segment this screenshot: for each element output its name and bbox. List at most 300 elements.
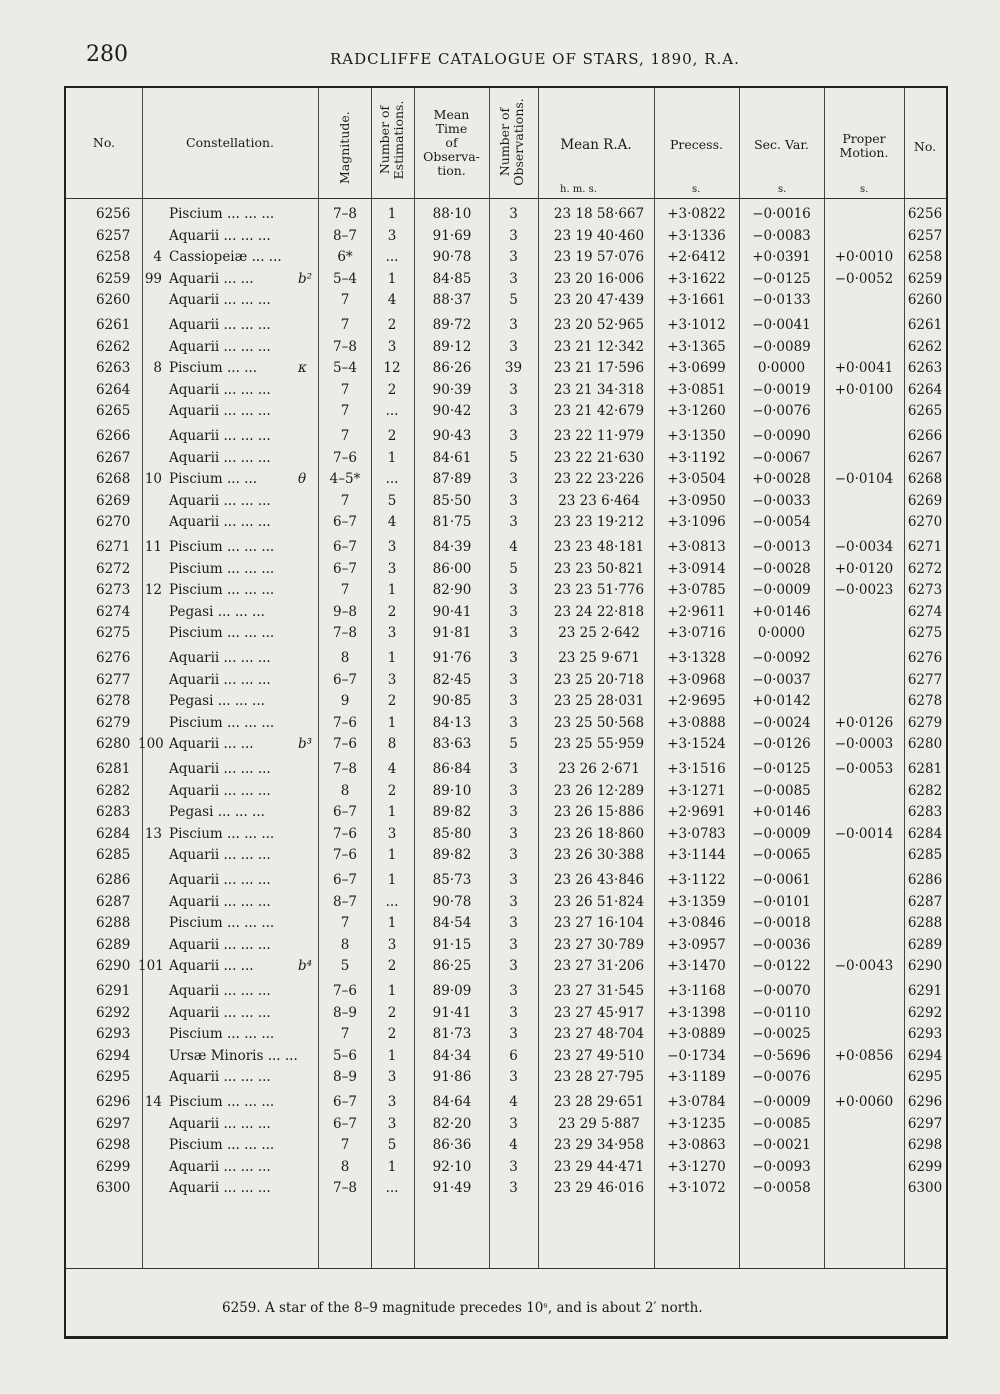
page-number: 280 [86, 42, 128, 67]
mean-time: 90·85 [432, 693, 472, 710]
mean-time: 91·49 [432, 1180, 472, 1197]
observations: 3 [509, 804, 518, 821]
secular-variation: −0·0125 [752, 761, 811, 777]
estimations: 1 [387, 983, 397, 999]
table-row [66, 783, 946, 804]
magnitude: 5–4 [333, 270, 357, 287]
secular-variation: +0·0142 [752, 693, 811, 710]
table-row [66, 403, 946, 424]
star-number-right: 6263 [907, 360, 943, 377]
star-number-right: 6275 [907, 625, 943, 642]
star-number-right: 6290 [907, 958, 943, 975]
star-number: 6288 [96, 915, 131, 932]
header-observations-line2: Observations. [511, 98, 526, 186]
secular-variation: −0·0021 [752, 1137, 811, 1154]
proper-motion: +0·0856 [834, 1047, 894, 1064]
secular-variation: −0·0054 [752, 514, 811, 531]
secular-variation: −0·0025 [752, 1026, 811, 1043]
estimations: 2 [387, 1026, 397, 1043]
star-number: 6291 [96, 983, 131, 999]
table-row [66, 715, 946, 736]
secular-variation: −0·0133 [752, 292, 811, 309]
magnitude: 8 [340, 782, 350, 799]
constellation: Piscium ... ... [169, 471, 258, 488]
constellation: Aquarii ... ... ... [169, 983, 271, 999]
secular-variation: −0·5696 [752, 1047, 811, 1064]
constellation: Aquarii ... ... ... [169, 1158, 271, 1175]
mean-ra: 23 26 30·388 [553, 847, 645, 864]
constellation: Aquarii ... ... ... [169, 1069, 271, 1086]
star-number-right: 6268 [907, 471, 943, 488]
table-row [66, 736, 946, 757]
magnitude: 5–6 [333, 1047, 357, 1064]
magnitude: 7 [340, 428, 350, 444]
star-number: 6280 [96, 736, 131, 753]
magnitude: 9 [340, 693, 350, 710]
precession: −0·1734 [667, 1047, 726, 1064]
header-mean-time [414, 108, 489, 218]
magnitude: 7–6 [333, 449, 357, 466]
observations: 3 [509, 1158, 518, 1175]
table-row [66, 1048, 946, 1069]
star-number: 6286 [96, 872, 131, 888]
observations: 5 [509, 449, 518, 466]
estimations: 1 [387, 270, 397, 287]
magnitude: 6–7 [333, 872, 357, 888]
mean-ra: 23 29 44·471 [553, 1158, 645, 1175]
flamsteed-number: 10 [144, 471, 162, 488]
precession: +3·0784 [667, 1094, 726, 1110]
mean-ra: 23 26 15·886 [553, 804, 645, 821]
mean-time: 89·82 [432, 847, 472, 864]
table-row [66, 937, 946, 958]
secular-variation: −0·0009 [752, 1094, 811, 1110]
table-row [66, 958, 946, 979]
flamsteed-number: 100 [138, 736, 164, 753]
constellation: Aquarii ... ... ... [169, 514, 271, 531]
observations: 3 [509, 603, 518, 620]
estimations: 1 [387, 804, 397, 821]
star-number-right: 6258 [907, 249, 943, 266]
estimations: 3 [387, 825, 397, 842]
flamsteed-number: 101 [138, 958, 164, 975]
precession: +2·9691 [667, 804, 726, 821]
constellation: Aquarii ... ... ... [169, 403, 271, 420]
mean-time: 89·12 [432, 338, 472, 355]
estimations: 12 [383, 360, 401, 377]
star-number: 6287 [96, 893, 131, 910]
mean-ra: 23 21 12·342 [553, 338, 645, 355]
mean-time: 84·54 [432, 915, 472, 932]
estimations: 1 [387, 847, 397, 864]
secular-variation: −0·0070 [752, 983, 811, 999]
table-row [66, 514, 946, 535]
constellation: Piscium ... ... ... [169, 206, 275, 222]
mean-ra: 23 26 12·289 [553, 782, 645, 799]
secular-variation: −0·0122 [752, 958, 811, 975]
mean-time: 82·90 [432, 582, 472, 599]
mean-ra: 23 25 50·568 [553, 714, 645, 731]
estimations: 1 [387, 1158, 397, 1175]
star-number-right: 6256 [907, 206, 943, 222]
secular-variation: −0·0013 [752, 539, 811, 555]
estimations: 2 [387, 428, 397, 444]
star-number-right: 6299 [907, 1158, 943, 1175]
bayer-letter: b⁴ [298, 958, 313, 975]
mean-ra: 23 23 48·181 [553, 539, 645, 555]
observations: 3 [509, 650, 518, 666]
constellation: Aquarii ... ... ... [169, 761, 271, 777]
star-number-right: 6284 [907, 825, 943, 842]
table-row [66, 539, 946, 560]
precession: +3·1072 [667, 1180, 726, 1197]
table-row [66, 428, 946, 449]
estimations: 4 [387, 514, 397, 531]
magnitude: 7 [340, 292, 350, 309]
precession: +2·6412 [667, 249, 726, 266]
mean-ra: 23 20 52·965 [553, 317, 645, 333]
constellation: Piscium ... ... [169, 360, 258, 377]
star-number-right: 6300 [907, 1180, 943, 1197]
mean-ra: 23 19 40·460 [553, 227, 645, 244]
secular-variation: −0·0036 [752, 936, 811, 953]
mean-time: 89·72 [432, 317, 472, 333]
mean-time: 83·63 [432, 736, 472, 753]
magnitude: 7–8 [333, 625, 357, 642]
mean-time: 91·41 [432, 1004, 472, 1021]
secular-variation: −0·0016 [752, 206, 811, 222]
table-row [66, 1137, 946, 1158]
secular-variation: −0·0085 [752, 1115, 811, 1132]
precession: +3·0783 [667, 825, 726, 842]
mean-ra: 23 24 22·818 [553, 603, 645, 620]
header-observations [498, 92, 526, 192]
star-number: 6256 [96, 206, 131, 222]
mean-ra: 23 26 18·860 [553, 825, 645, 842]
header-constellation: Constellation. [186, 135, 274, 150]
star-number: 6293 [96, 1026, 131, 1043]
precession: +3·1260 [667, 403, 726, 420]
mean-time: 86·00 [432, 560, 472, 577]
precession: +3·1516 [667, 761, 726, 777]
magnitude: 7 [340, 1137, 350, 1154]
star-number: 6296 [96, 1094, 131, 1110]
star-number: 6295 [96, 1069, 131, 1086]
observations: 6 [509, 1047, 518, 1064]
magnitude: 6* [337, 249, 353, 266]
precession: +3·0957 [667, 936, 726, 953]
star-number: 6297 [96, 1115, 131, 1132]
star-number: 6281 [96, 761, 131, 777]
observations: 3 [509, 514, 518, 531]
magnitude: 5–4 [333, 360, 357, 377]
estimations: 2 [387, 958, 397, 975]
star-number: 6259 [96, 270, 131, 287]
star-number: 6270 [96, 514, 131, 531]
secular-variation: −0·0085 [752, 782, 811, 799]
estimations: 1 [387, 714, 397, 731]
estimations: 1 [387, 206, 397, 222]
estimations: 1 [387, 582, 397, 599]
mean-time: 91·15 [432, 936, 472, 953]
constellation: Pegasi ... ... ... [169, 693, 265, 710]
mean-ra: 23 18 58·667 [553, 206, 645, 222]
star-number-right: 6259 [907, 270, 943, 287]
secular-variation: −0·0101 [752, 893, 811, 910]
flamsteed-number: 99 [144, 270, 162, 287]
table-row [66, 228, 946, 249]
header-proper-motion-l1: Proper [842, 131, 886, 146]
mean-ra: 23 26 2·671 [558, 761, 640, 777]
star-number: 6277 [96, 671, 131, 688]
constellation: Ursæ Minoris ... ... [169, 1047, 298, 1064]
observations: 3 [509, 825, 518, 842]
secular-variation: −0·0065 [752, 847, 811, 864]
precession: +3·1168 [667, 983, 726, 999]
star-number: 6258 [96, 249, 131, 266]
mean-time: 92·10 [432, 1158, 472, 1175]
mean-time: 84·13 [432, 714, 472, 731]
mean-ra: 23 21 17·596 [553, 360, 645, 377]
estimations: 3 [387, 338, 397, 355]
mean-time: 87·89 [432, 471, 472, 488]
precession: +3·1189 [667, 1069, 726, 1086]
mean-time: 86·26 [432, 360, 472, 377]
observations: 3 [509, 671, 518, 688]
precession: +3·1622 [667, 270, 726, 287]
proper-motion: −0·0052 [834, 270, 894, 287]
constellation: Piscium ... ... ... [169, 560, 275, 577]
observations: 3 [509, 381, 518, 398]
observations: 3 [509, 206, 518, 222]
observations: 5 [509, 736, 518, 753]
proper-motion: +0·0100 [834, 381, 894, 398]
observations: 3 [509, 958, 518, 975]
observations: 3 [509, 270, 518, 287]
secular-variation: −0·0009 [752, 582, 811, 599]
magnitude: 8–9 [333, 1069, 357, 1086]
table-row [66, 625, 946, 646]
table-row [66, 872, 946, 893]
table-row [66, 983, 946, 1004]
magnitude: 6–7 [333, 671, 357, 688]
table-row [66, 1069, 946, 1090]
magnitude: 6–7 [333, 1115, 357, 1132]
mean-ra: 23 20 47·439 [553, 292, 645, 309]
star-number-right: 6289 [907, 936, 943, 953]
star-number: 6269 [96, 492, 131, 509]
magnitude: 7–6 [333, 847, 357, 864]
precession: +3·1336 [667, 227, 726, 244]
star-number: 6290 [96, 958, 131, 975]
mean-ra: 23 22 11·979 [553, 428, 645, 444]
secular-variation: −0·0093 [752, 1158, 811, 1175]
star-number-right: 6291 [907, 983, 943, 999]
mean-ra: 23 22 23·226 [553, 471, 645, 488]
table-row [66, 761, 946, 782]
star-number-right: 6297 [907, 1115, 943, 1132]
flamsteed-number: 12 [144, 582, 162, 599]
secular-variation: +0·0028 [752, 471, 811, 488]
secular-variation: −0·0083 [752, 227, 811, 244]
mean-time: 89·09 [432, 983, 472, 999]
constellation: Piscium ... ... ... [169, 1026, 275, 1043]
star-number: 6273 [96, 582, 131, 599]
mean-time: 88·37 [432, 292, 472, 309]
estimations: 3 [387, 560, 397, 577]
header-mean-time-l4: Observa- [423, 149, 480, 164]
unit-precess: s. [692, 184, 701, 195]
observations: 3 [509, 1180, 518, 1197]
observations: 3 [509, 847, 518, 864]
mean-ra: 23 27 49·510 [553, 1047, 645, 1064]
bayer-letter: κ [298, 360, 307, 377]
precession: +3·1271 [667, 782, 726, 799]
observations: 3 [509, 338, 518, 355]
secular-variation: 0·0000 [757, 625, 806, 642]
mean-time: 91·81 [432, 625, 472, 642]
precession: +3·1328 [667, 650, 726, 666]
estimations: 3 [387, 227, 397, 244]
unit-ra: h. m. s. [560, 184, 597, 195]
secular-variation: +0·0391 [752, 249, 811, 266]
table-row [66, 206, 946, 227]
constellation: Aquarii ... ... ... [169, 449, 271, 466]
magnitude: 5 [340, 958, 350, 975]
observations: 3 [509, 983, 518, 999]
observations: 3 [509, 227, 518, 244]
star-number-right: 6276 [907, 650, 943, 666]
proper-motion: −0·0003 [834, 736, 894, 753]
header-estimations-line2: Estimations. [391, 100, 406, 180]
table-row [66, 360, 946, 381]
star-number: 6300 [96, 1180, 131, 1197]
mean-ra: 23 23 50·821 [553, 560, 645, 577]
estimations: 4 [387, 292, 397, 309]
observations: 3 [509, 915, 518, 932]
star-number-right: 6264 [907, 381, 943, 398]
precession: +3·1096 [667, 514, 726, 531]
star-number: 6292 [96, 1004, 131, 1021]
magnitude: 8 [340, 936, 350, 953]
estimations: 1 [387, 1047, 397, 1064]
magnitude: 7–6 [333, 736, 357, 753]
star-number: 6271 [96, 539, 131, 555]
star-number: 6299 [96, 1158, 131, 1175]
mean-time: 90·41 [432, 603, 472, 620]
constellation: Piscium ... ... ... [169, 625, 275, 642]
star-number: 6265 [96, 403, 131, 420]
table-row [66, 1180, 946, 1201]
header-mean-time-l5: tion. [437, 163, 466, 178]
star-number-right: 6287 [907, 893, 943, 910]
mean-ra: 23 23 19·212 [553, 514, 645, 531]
table-row [66, 1026, 946, 1047]
precession: +3·1470 [667, 958, 726, 975]
estimations: 2 [387, 782, 397, 799]
mean-time: 84·61 [432, 449, 472, 466]
mean-time: 91·86 [432, 1069, 472, 1086]
precession: +3·1270 [667, 1158, 726, 1175]
magnitude: 7 [340, 403, 350, 420]
mean-ra: 23 25 9·671 [558, 650, 640, 666]
precession: +3·1350 [667, 428, 726, 444]
observations: 3 [509, 782, 518, 799]
estimations: 8 [387, 736, 397, 753]
star-number: 6264 [96, 381, 131, 398]
mean-ra: 23 25 55·959 [553, 736, 645, 753]
star-number-right: 6280 [907, 736, 943, 753]
mean-ra: 23 21 34·318 [553, 381, 645, 398]
magnitude: 7 [340, 492, 350, 509]
precession: +2·9695 [667, 693, 726, 710]
precession: +3·0950 [667, 492, 726, 509]
star-number: 6268 [96, 471, 131, 488]
star-number-right: 6274 [907, 603, 943, 620]
table-row [66, 317, 946, 338]
secular-variation: −0·0089 [752, 338, 811, 355]
estimations: 2 [387, 693, 397, 710]
mean-ra: 23 27 30·789 [553, 936, 645, 953]
secular-variation: −0·0037 [752, 671, 811, 688]
proper-motion: +0·0126 [834, 714, 894, 731]
constellation: Aquarii ... ... ... [169, 317, 271, 333]
star-number-right: 6286 [907, 872, 943, 888]
constellation: Aquarii ... ... ... [169, 650, 271, 666]
mean-time: 86·25 [432, 958, 472, 975]
observations: 4 [509, 539, 518, 555]
constellation: Piscium ... ... ... [169, 1094, 275, 1110]
magnitude: 8–9 [333, 1004, 357, 1021]
proper-motion: −0·0014 [834, 825, 894, 842]
mean-time: 81·75 [432, 514, 472, 531]
secular-variation: −0·0061 [752, 872, 811, 888]
magnitude: 8–7 [333, 227, 357, 244]
star-number-right: 6267 [907, 449, 943, 466]
table-row [66, 804, 946, 825]
table-row [66, 450, 946, 471]
mean-time: 89·82 [432, 804, 472, 821]
table-row [66, 826, 946, 847]
flamsteed-number: 11 [144, 539, 162, 555]
star-number-right: 6295 [907, 1069, 943, 1086]
table-row [66, 561, 946, 582]
table-row [66, 1159, 946, 1180]
star-number-right: 6292 [907, 1004, 943, 1021]
table-row [66, 271, 946, 292]
constellation: Aquarii ... ... ... [169, 428, 271, 444]
estimations: 3 [387, 936, 397, 953]
magnitude: 6–7 [333, 1094, 357, 1110]
estimations: 2 [387, 1004, 397, 1021]
table-row [66, 693, 946, 714]
estimations: 2 [387, 317, 397, 333]
constellation: Cassiopeiæ ... ... [169, 249, 282, 266]
constellation: Aquarii ... ... [169, 270, 254, 287]
mean-time: 90·43 [432, 428, 472, 444]
mean-time: 86·84 [432, 761, 472, 777]
observations: 3 [509, 761, 518, 777]
secular-variation: −0·0076 [752, 1069, 811, 1086]
secular-variation: −0·0110 [752, 1004, 811, 1021]
observations: 3 [509, 936, 518, 953]
table-row [66, 915, 946, 936]
mean-ra: 23 29 46·016 [553, 1180, 645, 1197]
secular-variation: −0·0090 [752, 428, 811, 444]
star-number: 6274 [96, 603, 131, 620]
estimations: 3 [387, 1069, 397, 1086]
star-number: 6276 [96, 650, 131, 666]
